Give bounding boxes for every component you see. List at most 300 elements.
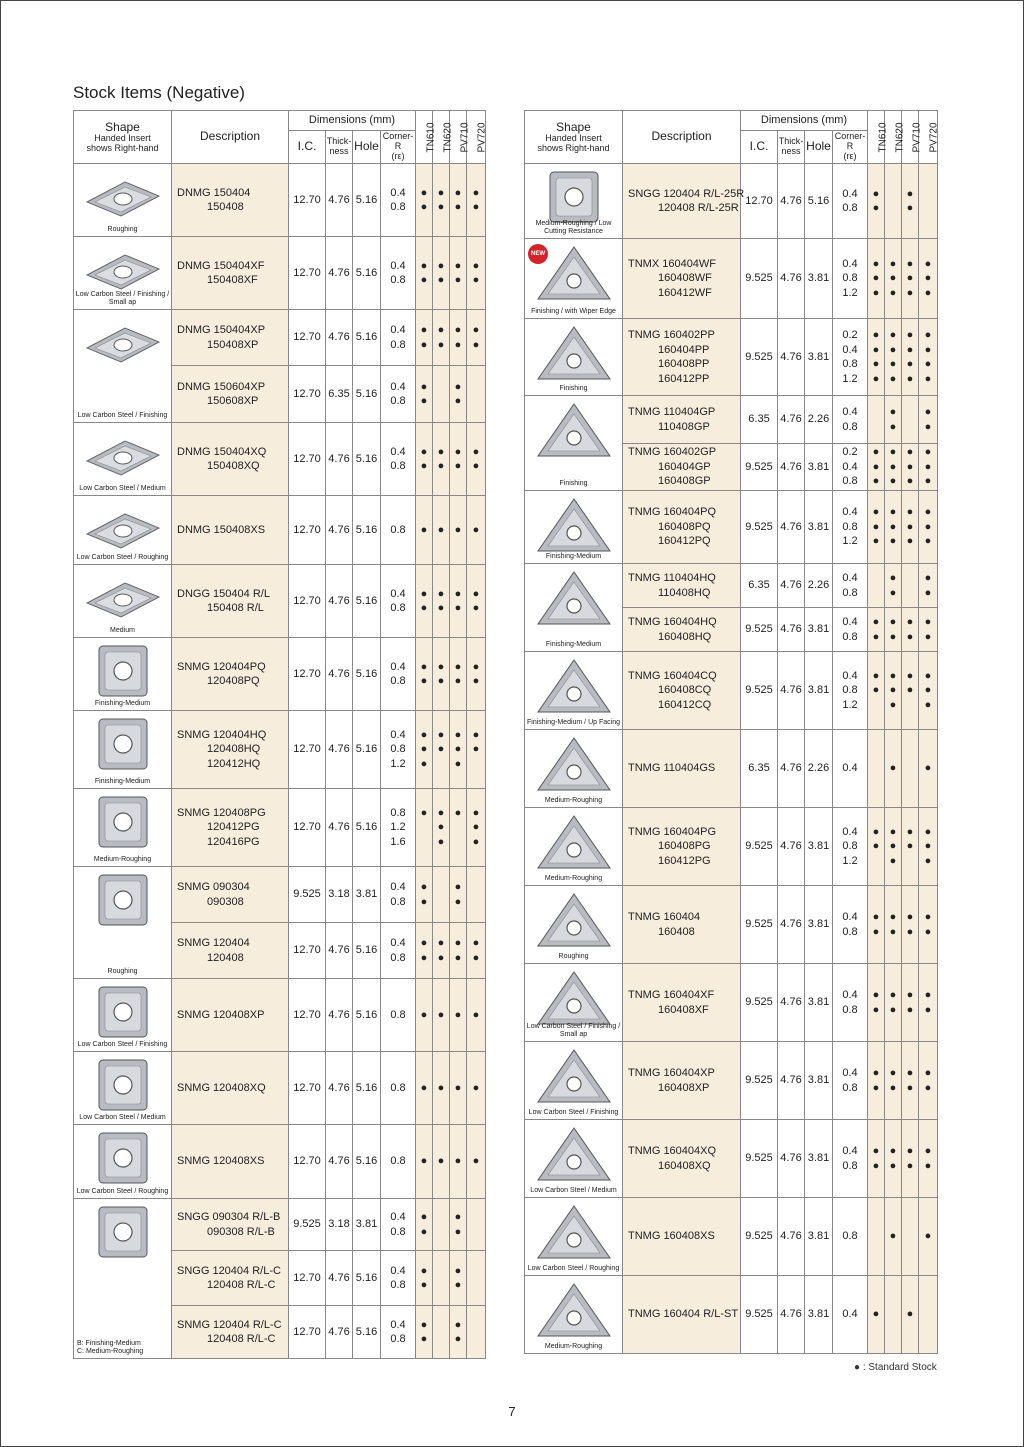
grade-cell-tn620 — [885, 730, 902, 808]
grade-cell-pv720 — [919, 608, 938, 652]
stock-empty — [919, 187, 937, 202]
stock-dot: ● — [420, 1008, 428, 1021]
corner-r-value: 0.4 — [842, 1145, 858, 1157]
grade-cell-tn620 — [433, 423, 450, 496]
corner-r-value: 0.4 — [842, 572, 858, 584]
corner-r-value: 0.8 — [390, 895, 406, 908]
grade-cell-tn610 — [416, 423, 433, 496]
grade-cell-pv720 — [467, 638, 486, 711]
ic-cell: 9.525 — [741, 652, 778, 730]
stock-dot: ● — [924, 989, 932, 1001]
stock-dot: ● — [889, 257, 897, 270]
ic-cell: 9.525 — [741, 1276, 778, 1354]
insert-caption: Low Carbon Steel / Medium — [79, 1114, 166, 1121]
corner-r-value: 1.2 — [842, 854, 858, 867]
description-cell — [623, 239, 741, 319]
description-line: SNGG 120404 R/L-C — [177, 1264, 281, 1277]
insert-image — [74, 793, 171, 858]
grade-cell-pv720 — [467, 979, 486, 1052]
stock-dot: ● — [420, 201, 428, 213]
grade-cell-tn610 — [416, 366, 433, 423]
grade-cell-tn620 — [433, 1199, 450, 1251]
stock-dot: ● — [420, 806, 428, 819]
thickness-cell: 4.76 — [778, 564, 805, 608]
corner-r-cell — [381, 638, 416, 711]
stock-dot: ● — [472, 274, 480, 286]
grade-cell-tn610 — [868, 964, 885, 1042]
rhombus-insert-icon — [81, 168, 165, 230]
stock-dot: ● — [889, 762, 897, 775]
corner-r-cell — [381, 366, 416, 423]
insert-caption: Medium-Roughing — [544, 797, 603, 804]
corner-r-value: 0.8 — [842, 925, 858, 938]
corner-r-value: 0.2 — [842, 446, 858, 459]
grade-cell-tn620 — [885, 491, 902, 564]
description-line: 160404GP — [658, 460, 711, 473]
insert-image — [525, 1280, 622, 1345]
description-cell — [623, 964, 741, 1042]
square-insert-icon — [81, 642, 165, 704]
stock-empty — [868, 1229, 884, 1244]
stock-dot: ● — [437, 1081, 445, 1094]
insert-caption: Finishing-Medium — [94, 778, 151, 785]
corner-r-cell — [833, 1042, 868, 1120]
stock-dot: ● — [924, 520, 932, 533]
ic-cell: 6.35 — [741, 730, 778, 808]
grade-cell-tn610 — [868, 730, 885, 808]
corner-r-value: 0.8 — [390, 675, 406, 687]
header-shape-label: Shape — [556, 119, 591, 134]
stock-dot: ● — [420, 660, 428, 673]
triangle-insert-icon — [532, 812, 616, 874]
grade-cell-tn620 — [885, 239, 902, 319]
stock-dot: ● — [472, 201, 480, 213]
stock-dot: ● — [924, 684, 932, 697]
stock-empty — [433, 1278, 449, 1293]
grade-cell-tn610 — [868, 1120, 885, 1198]
stock-empty — [416, 835, 432, 850]
header-corner-r-label-2: (rε) — [843, 150, 857, 161]
grade-cell-tn610 — [868, 1276, 885, 1354]
hole-cell: 3.81 — [805, 444, 833, 491]
corner-r-cell — [381, 496, 416, 565]
stock-dot: ● — [872, 329, 880, 341]
stock-dot: ● — [454, 743, 462, 756]
stock-dot: ● — [872, 257, 880, 270]
header-description — [623, 111, 741, 164]
description-line: 160408PQ — [658, 520, 711, 533]
grade-cell-pv720 — [467, 237, 486, 310]
ic-cell: 9.525 — [741, 886, 778, 964]
legend-standard-stock: ● : Standard Stock — [854, 1362, 937, 1373]
table-row — [525, 1276, 938, 1354]
description-line: 160408XQ — [658, 1159, 711, 1172]
hole-cell: 5.16 — [353, 164, 381, 237]
stock-dot: ● — [437, 259, 445, 272]
grade-cell-pv720 — [919, 1276, 938, 1354]
stock-dot: ● — [472, 1008, 480, 1021]
grade-cell-tn610 — [868, 444, 885, 491]
corner-r-cell — [833, 1198, 868, 1276]
insert-caption: Finishing-Medium / Up Facing — [527, 719, 620, 726]
ic-cell: 12.70 — [289, 423, 326, 496]
stock-dot: ● — [924, 286, 932, 299]
stock-dot: ● — [420, 324, 428, 336]
table-row — [74, 1199, 486, 1251]
corner-r-value: 0.4 — [390, 259, 406, 272]
description-line: SNMG 120404 — [177, 937, 250, 949]
header-thickness-label-1: Thick- — [778, 136, 804, 147]
table-row — [525, 964, 938, 1042]
insert-caption: Roughing — [558, 953, 589, 960]
stock-dot: ● — [872, 372, 880, 385]
table-row — [525, 564, 938, 608]
stock-dot: ● — [924, 535, 932, 548]
grade-cell-pv710 — [902, 608, 919, 652]
insert-caption: Low Carbon Steel / Roughing — [76, 554, 169, 561]
corner-r-cell — [381, 711, 416, 789]
corner-r-cell — [833, 444, 868, 491]
thickness-cell: 4.76 — [326, 923, 353, 979]
table-row — [74, 565, 486, 638]
stock-dot: ● — [872, 1159, 880, 1172]
grade-cell-tn620 — [885, 1120, 902, 1198]
header-grade-label: TN620 — [894, 122, 906, 153]
insert-image — [74, 314, 171, 379]
rhombus-insert-icon — [81, 500, 165, 562]
grade-cell-pv720 — [919, 1042, 938, 1120]
thickness-cell: 4.76 — [778, 652, 805, 730]
stock-empty — [902, 1229, 918, 1244]
stock-dot: ● — [472, 821, 480, 834]
grade-cell-pv710 — [902, 1042, 919, 1120]
corner-r-cell — [833, 1120, 868, 1198]
grade-cell-tn620 — [885, 396, 902, 444]
description-cell — [172, 423, 289, 496]
insert-shape-cell — [74, 496, 172, 565]
stock-dot: ● — [472, 523, 480, 536]
triangle-insert-icon — [532, 1280, 616, 1342]
table-row — [74, 496, 486, 565]
corner-r-value: 0.4 — [842, 762, 858, 775]
description-line: TNMG 110404GS — [628, 762, 716, 775]
thickness-cell: 4.76 — [778, 730, 805, 808]
stock-dot: ● — [889, 343, 897, 356]
grade-cell-tn620 — [885, 1042, 902, 1120]
stock-dot: ● — [889, 616, 897, 628]
table-row — [525, 319, 938, 396]
description-line: 160408HQ — [658, 630, 712, 643]
stock-dot: ● — [872, 616, 880, 628]
header-thickness-label-1: Thick- — [326, 136, 352, 147]
corner-r-value: 0.8 — [390, 1279, 406, 1291]
insert-caption: Medium-Roughing — [93, 856, 152, 863]
description-cell — [623, 730, 741, 808]
stock-dot: ● — [924, 329, 932, 341]
stock-dot: ● — [437, 835, 445, 848]
table-row — [74, 1052, 486, 1125]
grade-cell-tn620 — [885, 1198, 902, 1276]
stock-dot: ● — [872, 358, 880, 370]
stock-dot: ● — [889, 854, 897, 867]
grade-cell-pv720 — [919, 164, 938, 239]
grade-cell-tn620 — [433, 1251, 450, 1306]
insert-shape-cell — [525, 1276, 623, 1354]
hole-cell: 5.16 — [353, 1125, 381, 1199]
thickness-cell: 4.76 — [326, 1125, 353, 1199]
grade-cell-tn620 — [433, 565, 450, 638]
new-badge: NEW — [528, 244, 548, 264]
stock-dot: ● — [889, 406, 897, 418]
stock-dot: ● — [454, 951, 462, 964]
stock-dot: ● — [437, 324, 445, 336]
insert-shape-cell — [74, 423, 172, 496]
stock-dot: ● — [454, 1008, 462, 1021]
corner-r-value: 0.8 — [842, 1003, 858, 1016]
thickness-cell: 4.76 — [778, 1120, 805, 1198]
grade-cell-pv710 — [902, 491, 919, 564]
corner-r-value: 0.8 — [390, 743, 406, 756]
stock-dot: ● — [889, 586, 897, 599]
grade-cell-pv710 — [902, 1198, 919, 1276]
grade-cell-tn620 — [433, 164, 450, 237]
stock-dot: ● — [924, 1230, 932, 1243]
corner-r-cell — [833, 808, 868, 886]
grade-cell-tn610 — [416, 979, 433, 1052]
stock-dot: ● — [906, 825, 914, 838]
square-insert-icon — [81, 871, 165, 933]
triangle-insert-icon — [532, 734, 616, 796]
stock-empty — [467, 757, 485, 772]
stock-dot: ● — [420, 395, 428, 407]
stock-empty — [467, 1210, 485, 1225]
table-row — [525, 396, 938, 444]
stock-dot: ● — [924, 911, 932, 923]
header-shape-sub1: Handed Insert — [545, 132, 602, 143]
header-dimensions-label: Dimensions (mm) — [760, 114, 848, 127]
grade-cell-tn620 — [433, 366, 450, 423]
corner-r-cell — [833, 730, 868, 808]
grade-cell-tn610 — [868, 808, 885, 886]
stock-dot: ● — [472, 951, 480, 964]
stock-dot: ● — [889, 475, 897, 488]
hole-cell: 3.81 — [805, 886, 833, 964]
corner-r-cell — [381, 1199, 416, 1251]
thickness-cell: 4.76 — [778, 491, 805, 564]
grade-cell-pv710 — [450, 310, 467, 366]
insert-image — [525, 812, 622, 877]
stock-dot: ● — [454, 1264, 462, 1277]
insert-caption: Low Carbon Steel / Finishing / Small ap — [526, 1023, 621, 1038]
square-insert-icon — [81, 1129, 165, 1191]
header-thickness — [778, 131, 805, 164]
grade-cell-tn620 — [433, 310, 450, 366]
stock-empty — [868, 854, 884, 869]
description-line: DNMG 150604XP — [177, 380, 266, 393]
stock-dot: ● — [924, 475, 932, 488]
stock-dot: ● — [889, 1145, 897, 1157]
stock-empty — [433, 1225, 449, 1240]
thickness-cell: 3.18 — [326, 867, 353, 923]
hole-cell: 3.81 — [805, 608, 833, 652]
stock-empty — [467, 880, 485, 895]
corner-r-value: 0.8 — [842, 202, 858, 214]
stock-empty — [885, 187, 901, 202]
corner-r-value: 0.8 — [842, 1159, 858, 1172]
ic-cell: 12.70 — [289, 565, 326, 638]
insert-caption: Low Carbon Steel / Finishing — [77, 1041, 168, 1048]
stock-dot: ● — [924, 1159, 932, 1172]
stock-dot: ● — [872, 460, 880, 473]
insert-image — [525, 400, 622, 465]
stock-dot: ● — [420, 1211, 428, 1223]
stock-dot: ● — [472, 338, 480, 351]
stock-dot: ● — [906, 460, 914, 473]
corner-r-value: 0.4 — [842, 460, 858, 473]
grade-cell-pv710 — [450, 366, 467, 423]
insert-shape-cell — [74, 1199, 172, 1359]
grade-cell-tn620 — [433, 979, 450, 1052]
triangle-insert-icon — [532, 656, 616, 718]
stock-dot: ● — [454, 395, 462, 407]
corner-r-cell — [381, 310, 416, 366]
insert-shape-cell — [74, 164, 172, 237]
description-cell — [172, 789, 289, 867]
square-insert-icon — [81, 1203, 165, 1265]
thickness-cell: 4.76 — [326, 237, 353, 310]
ic-cell: 9.525 — [741, 964, 778, 1042]
grade-cell-tn620 — [433, 789, 450, 867]
hole-cell: 5.16 — [353, 423, 381, 496]
square-insert-icon — [81, 1056, 165, 1118]
stock-dot: ● — [924, 669, 932, 682]
header-dimensions — [741, 111, 868, 131]
table-row — [525, 1198, 938, 1276]
description-line: 160412CQ — [658, 698, 712, 711]
corner-r-cell — [381, 1306, 416, 1359]
insert-caption: Low Carbon Steel / Finishing — [528, 1109, 619, 1116]
thickness-cell: 4.76 — [326, 1251, 353, 1306]
stock-dot: ● — [906, 1003, 914, 1016]
description-line: 120408PQ — [207, 675, 260, 687]
stock-dot: ● — [872, 506, 880, 519]
table-row — [525, 164, 938, 239]
grade-cell-tn620 — [433, 867, 450, 923]
stock-dot: ● — [924, 925, 932, 938]
hole-cell: 3.81 — [805, 1276, 833, 1354]
insert-image — [525, 1046, 622, 1111]
description-line: TNMG 160404CQ — [628, 669, 717, 682]
corner-r-value: 0.8 — [842, 630, 858, 643]
description-cell — [623, 608, 741, 652]
stock-dot: ● — [472, 743, 480, 756]
stock-empty — [467, 895, 485, 910]
insert-image — [74, 1129, 171, 1194]
stock-dot: ● — [420, 380, 428, 393]
header-corner-r-label-1: Corner-R — [834, 131, 866, 152]
stock-dot: ● — [906, 520, 914, 533]
description-line: SNGG 090304 R/L-B — [177, 1211, 281, 1223]
description-line: 150608XP — [207, 395, 259, 407]
stock-dot: ● — [889, 520, 897, 533]
grade-cell-tn610 — [868, 886, 885, 964]
insert-shape-cell — [74, 310, 172, 423]
stock-dot: ● — [872, 187, 880, 200]
stock-dot: ● — [906, 911, 914, 923]
corner-r-cell — [381, 423, 416, 496]
ic-cell: 12.70 — [289, 1251, 326, 1306]
corner-r-value: 1.2 — [390, 757, 406, 770]
stock-dot: ● — [906, 989, 914, 1001]
corner-r-value: 0.4 — [390, 1264, 406, 1277]
stock-dot: ● — [889, 272, 897, 285]
stock-empty — [868, 586, 884, 601]
corner-r-value: 0.8 — [842, 475, 858, 488]
stock-dot: ● — [437, 937, 445, 949]
grade-cell-tn620 — [433, 1306, 450, 1359]
stock-dot: ● — [454, 1081, 462, 1094]
stock-dot: ● — [454, 675, 462, 687]
description-line: DNMG 150404XP — [177, 324, 266, 336]
hole-cell: 5.16 — [805, 164, 833, 239]
header-grade-label: TN620 — [442, 122, 454, 153]
grade-cell-tn620 — [885, 164, 902, 239]
description-line: TNMG 110404GP — [628, 406, 716, 418]
stock-dot: ● — [437, 821, 445, 834]
grade-cell-pv710 — [902, 444, 919, 491]
stock-dot: ● — [906, 187, 914, 200]
stock-dot: ● — [454, 1333, 462, 1345]
header-ic — [741, 131, 778, 164]
grade-cell-tn610 — [416, 310, 433, 366]
stock-dot: ● — [872, 1145, 880, 1157]
description-cell — [172, 1251, 289, 1306]
grade-cell-pv710 — [450, 1251, 467, 1306]
header-hole — [353, 131, 381, 164]
stock-dot: ● — [454, 1318, 462, 1331]
stock-dot: ● — [872, 535, 880, 548]
triangle-insert-icon — [532, 968, 616, 1030]
insert-shape-cell — [525, 886, 623, 964]
stock-dot: ● — [906, 1145, 914, 1157]
corner-r-value: 0.4 — [390, 587, 406, 600]
description-cell — [172, 310, 289, 366]
stock-dot: ● — [472, 1155, 480, 1168]
ic-cell: 12.70 — [741, 164, 778, 239]
header-shape-sub2: shows Right-hand — [537, 142, 610, 153]
stock-dot: ● — [454, 757, 462, 770]
corner-r-value: 0.8 — [842, 840, 858, 853]
description-line: DNGG 150404 R/L — [177, 587, 270, 600]
description-cell — [623, 1276, 741, 1354]
triangle-insert-icon — [532, 495, 616, 557]
description-line: 160408WF — [658, 272, 712, 285]
grade-cell-pv710 — [902, 319, 919, 396]
insert-image — [525, 656, 622, 721]
grade-cell-pv710 — [902, 396, 919, 444]
grade-cell-pv720 — [919, 886, 938, 964]
stock-dot: ● — [454, 380, 462, 393]
grade-cell-tn610 — [868, 396, 885, 444]
description-cell — [172, 979, 289, 1052]
corner-r-value: 1.2 — [390, 821, 406, 834]
stock-dot: ● — [454, 1155, 462, 1168]
stock-dot: ● — [872, 446, 880, 459]
insert-shape-cell — [525, 808, 623, 886]
grade-cell-tn610 — [868, 564, 885, 608]
stock-dot: ● — [472, 259, 480, 272]
description-line: SNMG 120404HQ — [177, 728, 267, 741]
